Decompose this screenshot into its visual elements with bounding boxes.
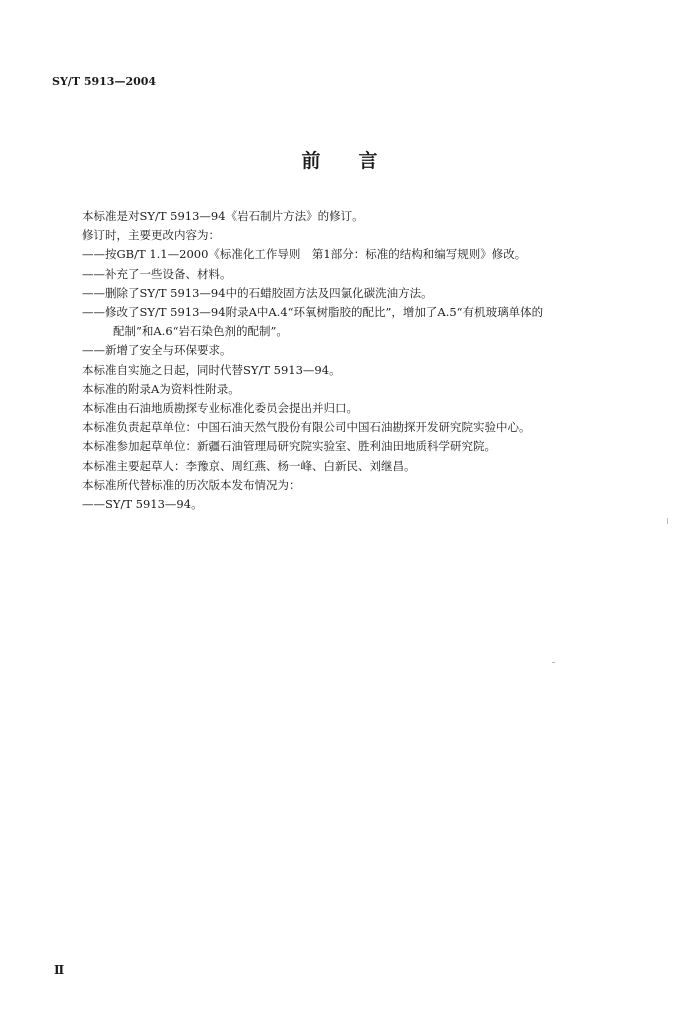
paragraph: 修订时，主要更改内容为：: [82, 228, 220, 243]
paragraph: 本标准由石油地质勘探专业标准化委员会提出并归口。: [82, 401, 358, 416]
list-item-continuation: 配制”和A.6“岩石染色剂的配制”。: [113, 324, 288, 339]
page-number: Ⅱ: [54, 963, 65, 977]
standard-code-header: SY/T 5913—2004: [52, 75, 157, 88]
scan-speck: [667, 518, 668, 524]
foreword-body: [82, 207, 652, 514]
paragraph: 本标准自实施之日起，同时代替SY/T 5913—94。: [82, 362, 341, 377]
paragraph: 本标准是对SY/T 5913—94《岩石制片方法》的修订。: [82, 209, 364, 223]
paragraph: 本标准主要起草人：李豫京、周红燕、杨一峰、白新民、刘继昌。: [82, 458, 416, 473]
list-item: ——新增了安全与环保要求。: [82, 343, 232, 358]
paragraph: 本标准所代替标准的历次版本发布情况为：: [82, 477, 301, 492]
list-item: ——按GB/T 1.1—2000《标准化工作导则 第1部分：标准的结构和编写规则》修改。: [82, 247, 527, 262]
list-item: ——删除了SY/T 5913—94中的石蜡胶固方法及四氯化碳洗油方法。: [82, 285, 433, 300]
scan-speck: [552, 662, 555, 663]
list-item: ——SY/T 5913—94。: [82, 497, 203, 512]
list-item: ——补充了一些设备、材料。: [82, 266, 232, 281]
page-title: 前言: [301, 150, 416, 172]
paragraph: 本标准负责起草单位：中国石油天然气股份有限公司中国石油勘探开发研究院实验中心。: [82, 420, 531, 435]
list-item: ——修改了SY/T 5913—94附录A中A.4“环氧树脂胶的配比”，增加了A.5“有机玻璃单体的: [82, 305, 544, 320]
paragraph: 本标准的附录A为资料性附录。: [82, 381, 240, 396]
paragraph: 本标准参加起草单位：新疆石油管理局研究院实验室、胜利油田地质科学研究院。: [82, 439, 496, 454]
